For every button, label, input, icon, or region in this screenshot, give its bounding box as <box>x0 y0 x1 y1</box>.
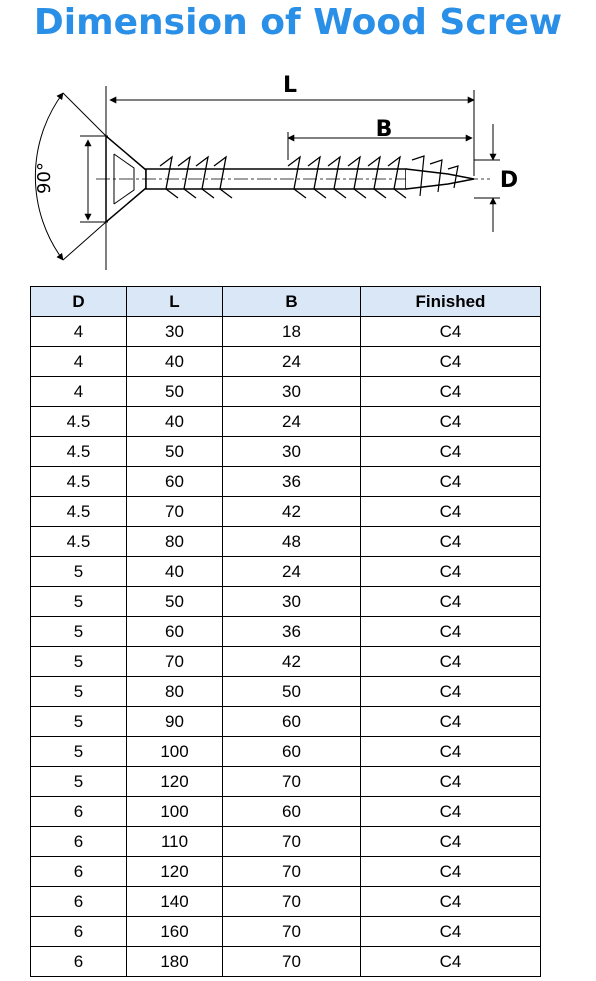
angle-label: 90° <box>34 162 55 194</box>
table-cell: C4 <box>361 407 541 437</box>
table-cell: 70 <box>223 917 361 947</box>
table-cell: C4 <box>361 947 541 977</box>
table-cell: 5 <box>31 767 127 797</box>
table-cell: 70 <box>223 767 361 797</box>
table-row <box>31 917 541 947</box>
table-cell: 60 <box>127 617 223 647</box>
table-row <box>31 407 541 437</box>
table-cell: C4 <box>361 377 541 407</box>
table-cell: C4 <box>361 707 541 737</box>
table-cell: 6 <box>31 857 127 887</box>
length-label: L <box>282 73 298 98</box>
table-cell: 42 <box>223 497 361 527</box>
table-cell: 42 <box>223 647 361 677</box>
table-row <box>31 737 541 767</box>
table-cell: 120 <box>127 857 223 887</box>
table-cell: 6 <box>31 797 127 827</box>
table-cell: 24 <box>223 347 361 377</box>
table-row <box>31 827 541 857</box>
table-cell: 160 <box>127 917 223 947</box>
table-row <box>31 647 541 677</box>
table-cell: 40 <box>127 407 223 437</box>
table-row <box>31 617 541 647</box>
table-cell: 5 <box>31 557 127 587</box>
table-row <box>31 317 541 347</box>
table-cell: 60 <box>127 467 223 497</box>
table-cell: C4 <box>361 527 541 557</box>
table-cell: 4.5 <box>31 407 127 437</box>
table-cell: 70 <box>223 887 361 917</box>
table-row <box>31 557 541 587</box>
table-cell: 60 <box>223 737 361 767</box>
table-cell: 6 <box>31 827 127 857</box>
table-cell: 4 <box>31 377 127 407</box>
table-cell: 140 <box>127 887 223 917</box>
table-cell: 30 <box>127 317 223 347</box>
table-row <box>31 497 541 527</box>
dimension-table <box>30 286 541 977</box>
header-finished: Finished <box>361 287 541 317</box>
table-cell: C4 <box>361 677 541 707</box>
table-cell: 60 <box>223 707 361 737</box>
table-cell: 80 <box>127 677 223 707</box>
table-row <box>31 347 541 377</box>
table-cell: 50 <box>127 587 223 617</box>
table-cell: 5 <box>31 587 127 617</box>
table-cell: C4 <box>361 737 541 767</box>
table-row <box>31 947 541 977</box>
table-cell: 6 <box>31 887 127 917</box>
table-row <box>31 377 541 407</box>
table-cell: C4 <box>361 827 541 857</box>
table-cell: 4.5 <box>31 527 127 557</box>
table-cell: 60 <box>223 797 361 827</box>
table-cell: 30 <box>223 437 361 467</box>
table-cell: 180 <box>127 947 223 977</box>
table-cell: 70 <box>223 857 361 887</box>
table-cell: C4 <box>361 557 541 587</box>
table-row <box>31 677 541 707</box>
table-row <box>31 767 541 797</box>
table-cell: 36 <box>223 617 361 647</box>
diameter-label: D <box>499 168 519 193</box>
table-cell: 70 <box>127 497 223 527</box>
table-cell: 70 <box>223 827 361 857</box>
table-cell: 5 <box>31 647 127 677</box>
table-cell: C4 <box>361 437 541 467</box>
table-cell: 18 <box>223 317 361 347</box>
table-cell: 30 <box>223 587 361 617</box>
table-cell: 5 <box>31 617 127 647</box>
header-l: L <box>127 287 223 317</box>
table-cell: 50 <box>127 437 223 467</box>
table-cell: 5 <box>31 707 127 737</box>
table-cell: C4 <box>361 467 541 497</box>
table-cell: 4 <box>31 347 127 377</box>
table-cell: C4 <box>361 857 541 887</box>
table-cell: 5 <box>31 737 127 767</box>
table-cell: 100 <box>127 737 223 767</box>
page-title: Dimension of Wood Screw <box>33 2 563 43</box>
table-row <box>31 467 541 497</box>
table-cell: 48 <box>223 527 361 557</box>
table-cell: 4.5 <box>31 497 127 527</box>
table-cell: 40 <box>127 557 223 587</box>
table-cell: C4 <box>361 497 541 527</box>
table-cell: C4 <box>361 767 541 797</box>
table-cell: C4 <box>361 617 541 647</box>
table-cell: 70 <box>223 947 361 977</box>
header-b: B <box>223 287 361 317</box>
table-cell: 50 <box>223 677 361 707</box>
table-cell: 6 <box>31 917 127 947</box>
table-cell: 40 <box>127 347 223 377</box>
table-cell: 6 <box>31 947 127 977</box>
table-row <box>31 707 541 737</box>
table-cell: 24 <box>223 407 361 437</box>
header-d: D <box>31 287 127 317</box>
thread-length-label: B <box>375 117 393 142</box>
table-cell: 100 <box>127 797 223 827</box>
table-cell: 80 <box>127 527 223 557</box>
table-cell: C4 <box>361 797 541 827</box>
table-cell: 4.5 <box>31 467 127 497</box>
table-body <box>31 317 541 977</box>
table-cell: C4 <box>361 347 541 377</box>
table-cell: C4 <box>361 917 541 947</box>
table-cell: 24 <box>223 557 361 587</box>
table-cell: 5 <box>31 677 127 707</box>
table-cell: C4 <box>361 317 541 347</box>
table-cell: 36 <box>223 467 361 497</box>
table-cell: 50 <box>127 377 223 407</box>
table-row <box>31 797 541 827</box>
table-cell: C4 <box>361 887 541 917</box>
table-cell: 30 <box>223 377 361 407</box>
table-row <box>31 887 541 917</box>
table-row <box>31 587 541 617</box>
table-row <box>31 527 541 557</box>
table-row <box>31 437 541 467</box>
screw-dimension-diagram <box>0 56 596 278</box>
table-cell: 90 <box>127 707 223 737</box>
table-cell: C4 <box>361 587 541 617</box>
table-cell: 110 <box>127 827 223 857</box>
table-cell: C4 <box>361 647 541 677</box>
table-row <box>31 857 541 887</box>
table-header-row <box>31 287 541 317</box>
table-cell: 120 <box>127 767 223 797</box>
table-cell: 70 <box>127 647 223 677</box>
table-cell: 4 <box>31 317 127 347</box>
table-cell: 4.5 <box>31 437 127 467</box>
